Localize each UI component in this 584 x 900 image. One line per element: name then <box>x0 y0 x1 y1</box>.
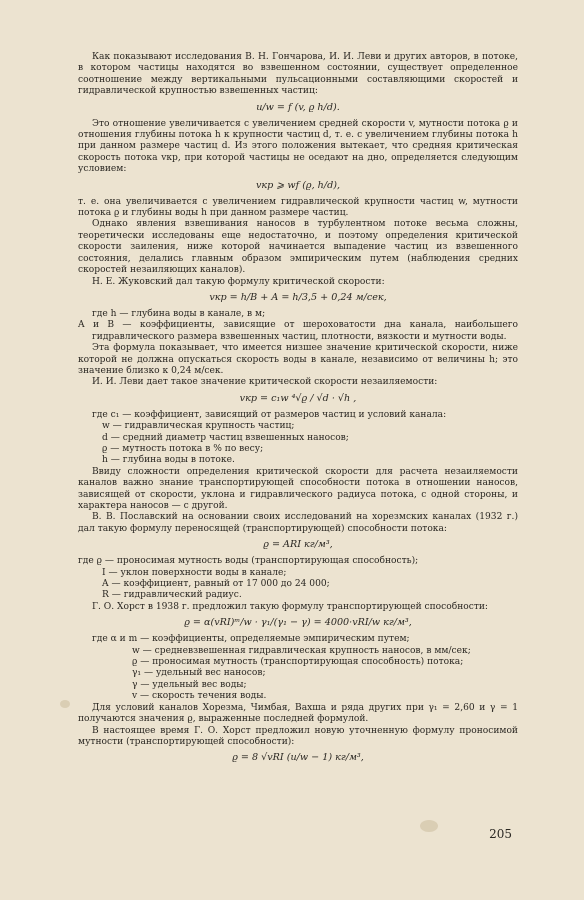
formula: ϱ = 8 √vRI (u/w − 1) кг/м³, <box>232 752 364 764</box>
paragraph: Ввиду сложности определения критической скорости для расчета незаиляемости каналов важно знание транспортирующей способности потока в отношении наносов, зависящей от скорости, уклона и гидравлического радиуса потока, с одной стороны, и характера наносов — с другой. <box>78 466 518 511</box>
definition-line: w — средневзвешенная гидравлическая крупность наносов, в мм/сек; <box>132 645 471 656</box>
definition-line: γ₁ — удельный вес наносов; <box>132 668 266 679</box>
paragraph: В. В. Пославский на основании своих исследований на хорезмских каналах (1932 г.) дал такую формулу переносящей (транспортирующей) способности потока: <box>78 512 518 534</box>
formula: vкр = h/B + A = h/3,5 + 0,24 м/сек, <box>209 291 387 303</box>
paragraph: Это отношение увеличивается с увеличением средней скорости v, мутности потока ϱ и отношения глубины потока h к крупности частиц d, т. е. с увеличением глубины потока h при данном размере частиц d. Из этого положения вытекает, что средняя критическая скорость потока vкр, при которой частицы не оседают на дно, определяется следующим условием: <box>78 118 518 175</box>
definition-line: где ϱ — проносимая мутность воды (транспортирующая способность); <box>78 556 419 567</box>
formula: vкр ⩾ wf (ϱ, h/d), <box>255 179 341 191</box>
definition-line: w — гидравлическая крупность частиц; <box>102 421 295 432</box>
formula: vкр = c₁w ⁴√ϱ / √d · √h , <box>239 392 357 404</box>
definition-line: ϱ — проносимая мутность (транспортирующая способность) потока; <box>132 657 464 668</box>
paper-stain <box>60 700 70 708</box>
page-number: 205 <box>489 827 512 841</box>
paragraph: Г. О. Хорст в 1938 г. предложил такую формулу транспортирующей способности: <box>92 601 488 612</box>
paragraph: Эта формула показывает, что имеется низшее значение критической скорости, ниже которой не должна опускаться скорость воды в канале, независимо от величины h; это значение близко к 0,24 м/сек. <box>78 343 518 376</box>
definition-line: ϱ — мутность потока в % по весу; <box>102 443 264 454</box>
formula: u/w = f (v, ϱ h/d). <box>256 101 340 113</box>
definition-line: где c₁ — коэффициент, зависящий от размеров частиц и условий канала: <box>92 409 447 420</box>
definition-line: где α и m — коэффициенты, определяемые эмпирическим путем; <box>92 634 410 645</box>
definition-line: d — средний диаметр частиц взвешенных наносов; <box>102 432 349 443</box>
definition-line: A — коэффициент, равный от 17 000 до 24 000; <box>102 579 330 590</box>
definition-line: h — глубина воды в потоке. <box>102 455 235 466</box>
definition-line: v — скорость течения воды. <box>132 691 267 702</box>
paragraph: В настоящее время Г. О. Хорст предложил новую уточненную формулу проносимой мутности (транспортирующей способности): <box>78 725 518 747</box>
definition-line: R — гидравлический радиус. <box>102 590 242 601</box>
definition-line: где h — глубина воды в канале, в м; <box>92 308 266 319</box>
paper-stain <box>420 820 438 832</box>
paragraph: И. И. Леви дает такое значение критической скорости незаиляемости: <box>92 377 438 388</box>
paragraph: Н. Е. Жуковский дал такую формулу критической скорости: <box>92 276 385 287</box>
paragraph: т. е. она увеличивается с увеличением гидравлической крупности частиц w, мутности потока ϱ и глубины воды h при данном размере частиц. <box>78 196 518 219</box>
paragraph: Как показывают исследования В. Н. Гончарова, И. И. Леви и других авторов, в потоке, в котором частицы находятся во взвешенном состоянии, существует определенное соотношение между вертикальными пульсационными составляющими скоростей и гидравлической крупностью взвешенных частиц: <box>78 52 518 97</box>
definition-line: γ — удельный вес воды; <box>132 679 247 690</box>
definition-line: A и B — коэффициенты, зависящие от шероховатости дна канала, наибольшего гидравлического размера взвешенных частиц, плотности, вязкости и мутности воды. <box>78 320 518 342</box>
formula: ϱ = ARI кг/м³, <box>263 539 333 551</box>
paragraph: Для условий каналов Хорезма, Чимбая, Вахша и ряда других при γ₁ = 2,60 и γ = 1 получаются значения ϱ, выраженные последней формулой. <box>78 702 518 725</box>
definition-line: I — уклон поверхности воды в канале; <box>102 567 287 578</box>
paragraph: Однако явления взвешивания наносов в турбулентном потоке весьма сложны, теоретически исследованы еще недостаточно, и поэтому определения критической скорости заиления, ниже которой начинается выпадение частиц из взвешенного состояния, делались главным образом эмпирическим путем (наблюдения средних скоростей незаиляющих каналов). <box>78 219 518 276</box>
formula: ϱ = α(vRI)ᵐ/w · γ₁/(γ₁ − γ) = 4000·vRI/w кг/м³, <box>184 617 412 629</box>
